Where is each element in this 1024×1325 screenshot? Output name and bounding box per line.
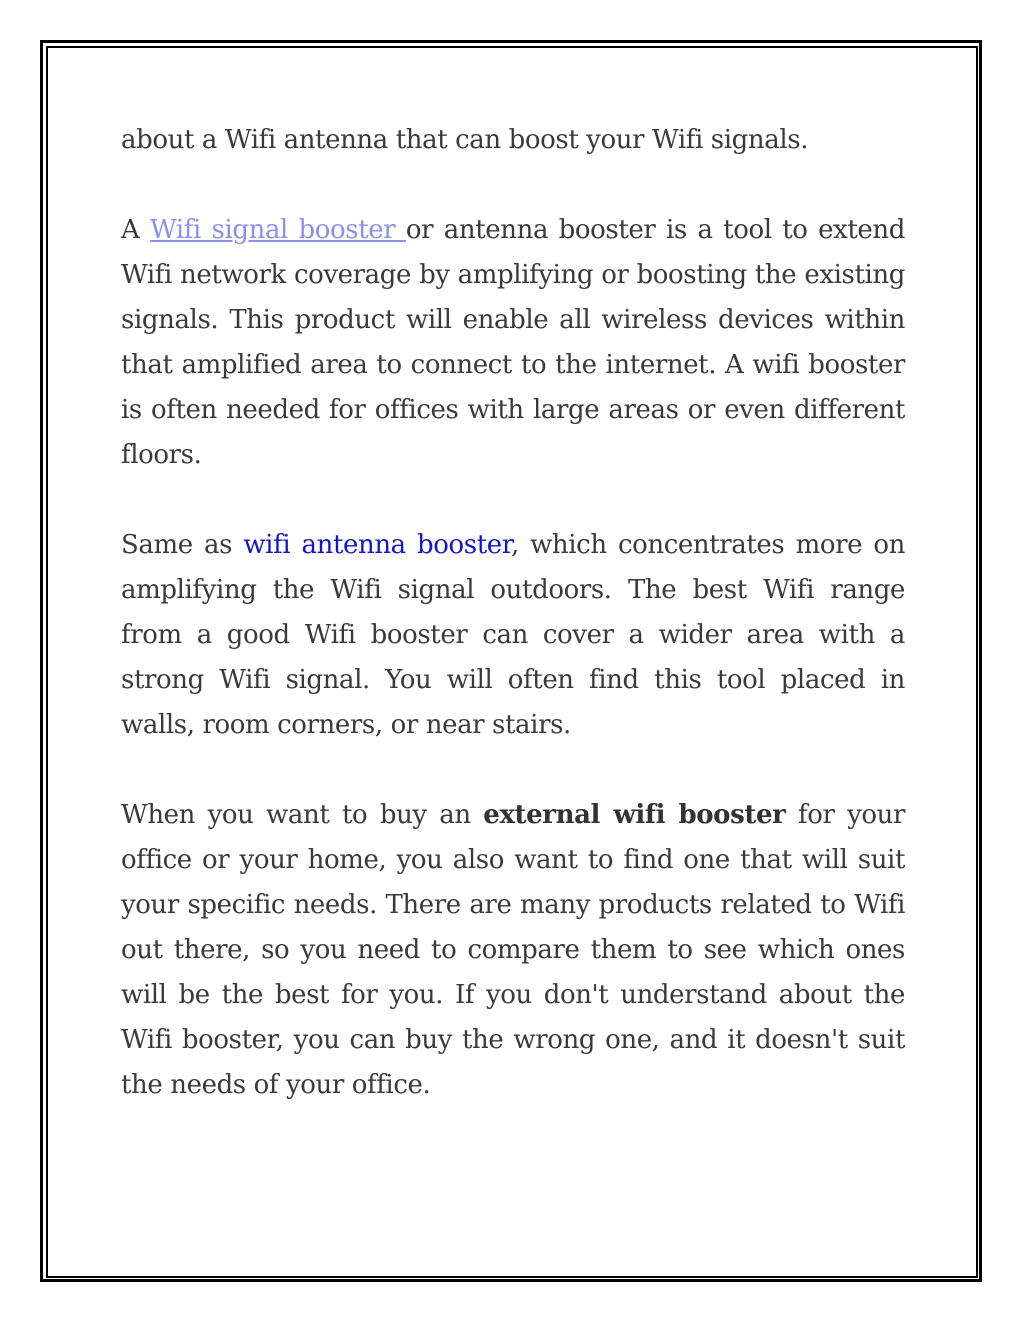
paragraph-intro [121,118,905,163]
external-wifi-booster-emphasis: external wifi booster [483,800,786,830]
paragraph-external-booster [121,793,905,1108]
wifi-signal-booster-link[interactable]: Wifi signal booster [149,215,406,245]
paragraph-signal-booster [121,208,905,478]
document-body [121,118,905,1153]
paragraph-intro-text: about a Wifi antenna that can boost your Wifi signals. [121,125,809,155]
wifi-antenna-booster-link[interactable]: wifi antenna booster [243,530,511,560]
paragraph-signal-booster-body: or antenna booster is a tool to extend Wifi network coverage by amplifying or boosting the existing signals. This product will enable all wireless devices within that amplified area to connect to the internet. A wifi booster is often needed for offices with large areas or even different floors. [121,215,906,470]
paragraph-antenna-booster-lead: Same as [121,530,244,560]
paragraph-external-booster-body: for your office or your home, you also want to find one that will suit your specific needs. There are many products related to Wifi out there, so you need to compare them to see which ones will be the best for you. If you don't understand about the Wifi booster, you can buy the wrong one, and it doesn't suit the needs of your office. [121,800,905,1100]
paragraph-signal-booster-lead: A [121,215,150,245]
paragraph-external-booster-lead: When you want to buy an [121,800,484,830]
paragraph-antenna-booster-body: , which concentrates more on amplifying the Wifi signal outdoors. The best Wifi range from a good Wifi booster can cover a wider area with a strong Wifi signal. You will often find this tool placed in walls, room corners, or near stairs. [121,530,905,740]
paragraph-antenna-booster [121,523,905,748]
